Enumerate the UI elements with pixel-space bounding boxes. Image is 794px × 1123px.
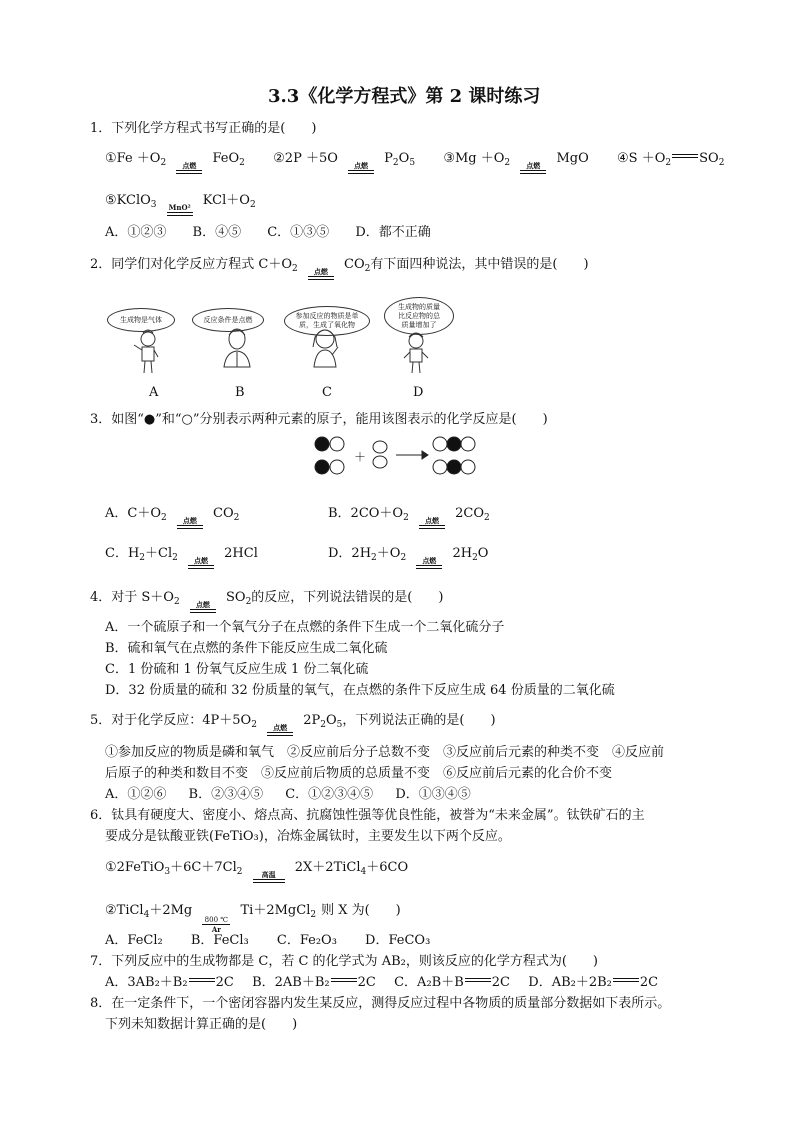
condition-mark: 点燃 (419, 517, 445, 529)
q2-stem: 2．同学们对化学反应方程式 $C+O_2$ 点燃 $CO_2$有下面四种说法，其中错误的是( ) (90, 257, 589, 280)
caption-a: A (149, 385, 159, 400)
q4-option-c: C．1 份硫和 1 份氧气反应生成 1 份二氧化硫 (105, 662, 369, 677)
option-c: C．A₂B＋B 2C (394, 975, 510, 990)
caption-b: B (235, 385, 245, 400)
option-b: B．FeCl₃ (190, 933, 249, 948)
option-b: B．②③④⑤ (188, 787, 264, 802)
speech-bubble-a: 生成物是气体 (107, 308, 175, 332)
option-c: C．①②③④⑤ (285, 787, 374, 802)
reaction-arrow (396, 451, 428, 459)
condition-mark: 点燃 (188, 557, 214, 569)
speech-bubble-b: 反应条件是点燃 (192, 308, 264, 332)
speech-bubble-c: 参加反应的物质是单质，生成了氧化物 (284, 306, 370, 336)
q3-option-d: D．$2H_2+O_2$ 点燃 $2H_2O$ (328, 546, 488, 569)
option-a: A．①②③ (105, 225, 167, 240)
q6-stem-line1: 6．钛具有硬度大、密度小、熔点高、抗腐蚀性强等优良性能，被誉为“未来金属”。钛铁矿石的主 (90, 808, 645, 823)
option-b: B．④⑤ (192, 225, 242, 240)
q7-options (105, 975, 658, 991)
condition-mark: MnO² (167, 204, 193, 216)
product-molecules (433, 437, 475, 474)
option-c: C．①③⑤ (267, 225, 330, 240)
option-d: D．FeCO₃ (365, 933, 431, 948)
q6-reaction-2: ②TiCl$_4$＋2Mg $\frac{800 ℃}{Ar}$ Ti＋2MgCl$_2$ 则 X 为( ) (105, 903, 401, 934)
q4-option-b: B．硫和氧气在点燃的条件下能反应生成二氧化硫 (105, 641, 388, 656)
q6-reaction-1: $①2FeTiO_3+6C+7Cl_2$ 高温 2X＋2TiCl$_4$＋6CO (105, 860, 408, 883)
option-a: A．FeCl₂ (105, 933, 163, 948)
option-a: A．3AB₂＋B₂ 2C (105, 975, 234, 990)
condition-mark: $\frac{800 ℃}{Ar}$ (202, 916, 230, 934)
q5-statements-line2: 后原子的种类和数目不变 ⑤反应前后物质的总质量不变 ⑥反应前后元素的化合价不变 (105, 766, 613, 781)
option-b: B．2AB＋B₂ 2C (252, 975, 376, 990)
option-d: D．都不正确 (355, 225, 431, 240)
q3-option-a: A．$C+O_2$ 点燃 $CO_2$ (105, 506, 239, 529)
q3-stem: 3．如图“●”和“○”分别表示两种元素的原子，能用该图表示的化学反应是( ) (90, 412, 548, 427)
condition-mark: 点燃 (416, 557, 442, 569)
q4-option-a: A．一个硫原子和一个氧气分子在点燃的条件下生成一个二氧化硫分子 (105, 620, 505, 635)
q7-stem: 7．下列反应中的生成物都是 C，若 C 的化学式为 AB₂，则该反应的化学方程式为( ) (90, 954, 598, 969)
q4-option-d: D．32 份质量的硫和 32 份质量的氧气，在点燃的条件下反应生成 64 份质量的二氧化硫 (105, 683, 615, 698)
plus-sign: ＋ (354, 450, 367, 464)
speech-bubble-d: 生成物的质量比反应物的总质量增加了 (384, 297, 454, 335)
students-figure (100, 325, 480, 385)
student-a-figure (134, 330, 158, 373)
q6-options (105, 933, 430, 949)
condition-mark: 高温 (253, 871, 285, 883)
student-c-figure (313, 330, 338, 367)
q5-stem: 5．对于化学反应：$4P+5O_2$ 点燃 $2P_2O_5$，下列说法正确的是( ) (90, 713, 496, 736)
student-b-figure (224, 329, 250, 367)
q3-option-c: C．$H_2+Cl_2$ 点燃 2HCl (105, 546, 258, 569)
q3-option-b: B．$2CO+O_2$ 点燃 $2CO_2$ (328, 506, 490, 529)
condition-mark: 点燃 (176, 162, 202, 174)
q5-options (105, 787, 471, 803)
q1-equations: ①Fe $+O_2$ 点燃 FeO$_2$ ②2P ＋5O 点燃 $P_2O_5$ ③Mg $+O_2$ 点燃 MgO ④S $+O_2$ $SO_2$ (105, 151, 724, 174)
condition-mark: 点燃 (177, 517, 203, 529)
q1-equation-5: ⑤KClO$_3$ MnO² $KCl+O_2$ (105, 193, 256, 216)
q4-stem: 4．对于 $S+O_2$ 点燃 $SO_2$的反应，下列说法错误的是( ) (90, 590, 443, 613)
page-title: 3.3《化学方程式》第 2 课时练习 (268, 86, 541, 107)
condition-mark: 点燃 (520, 162, 546, 174)
option-d: D．①③④⑤ (395, 787, 471, 802)
condition-mark: 点燃 (308, 268, 334, 280)
q8-stem-line2: 下列未知数据计算正确的是( ) (105, 1017, 298, 1032)
student-d-figure (404, 333, 428, 373)
caption-d: D (413, 385, 424, 400)
q1-options (105, 225, 431, 241)
option-c: C．Fe₂O₃ (276, 933, 337, 948)
molecule-diagram (310, 435, 485, 480)
q8-stem-line1: 8．在一定条件下，一个密闭容器内发生某反应，测得反应过程中各物质的质量部分数据如下表所示。 (90, 996, 671, 1011)
condition-mark: 点燃 (267, 724, 293, 736)
condition-mark: 点燃 (190, 601, 216, 613)
caption-c: C (322, 385, 332, 400)
oxygen-molecule (373, 441, 387, 468)
option-a: A．①②⑥ (105, 787, 167, 802)
q1-stem: 1．下列化学方程式书写正确的是( ) (90, 121, 317, 136)
reactant-molecules (315, 437, 344, 474)
q6-stem-line2: 要成分是钛酸亚铁(FeTiO₃)，冶炼金属钛时，主要发生以下两个反应。 (105, 829, 511, 844)
q5-statements-line1: ①参加反应的物质是磷和氧气 ②反应前后分子总数不变 ③反应前后元素的种类不变 ④反应前 (105, 745, 665, 760)
condition-mark: 点燃 (348, 162, 374, 174)
option-d: D．AB₂＋2B₂ 2C (528, 975, 659, 990)
